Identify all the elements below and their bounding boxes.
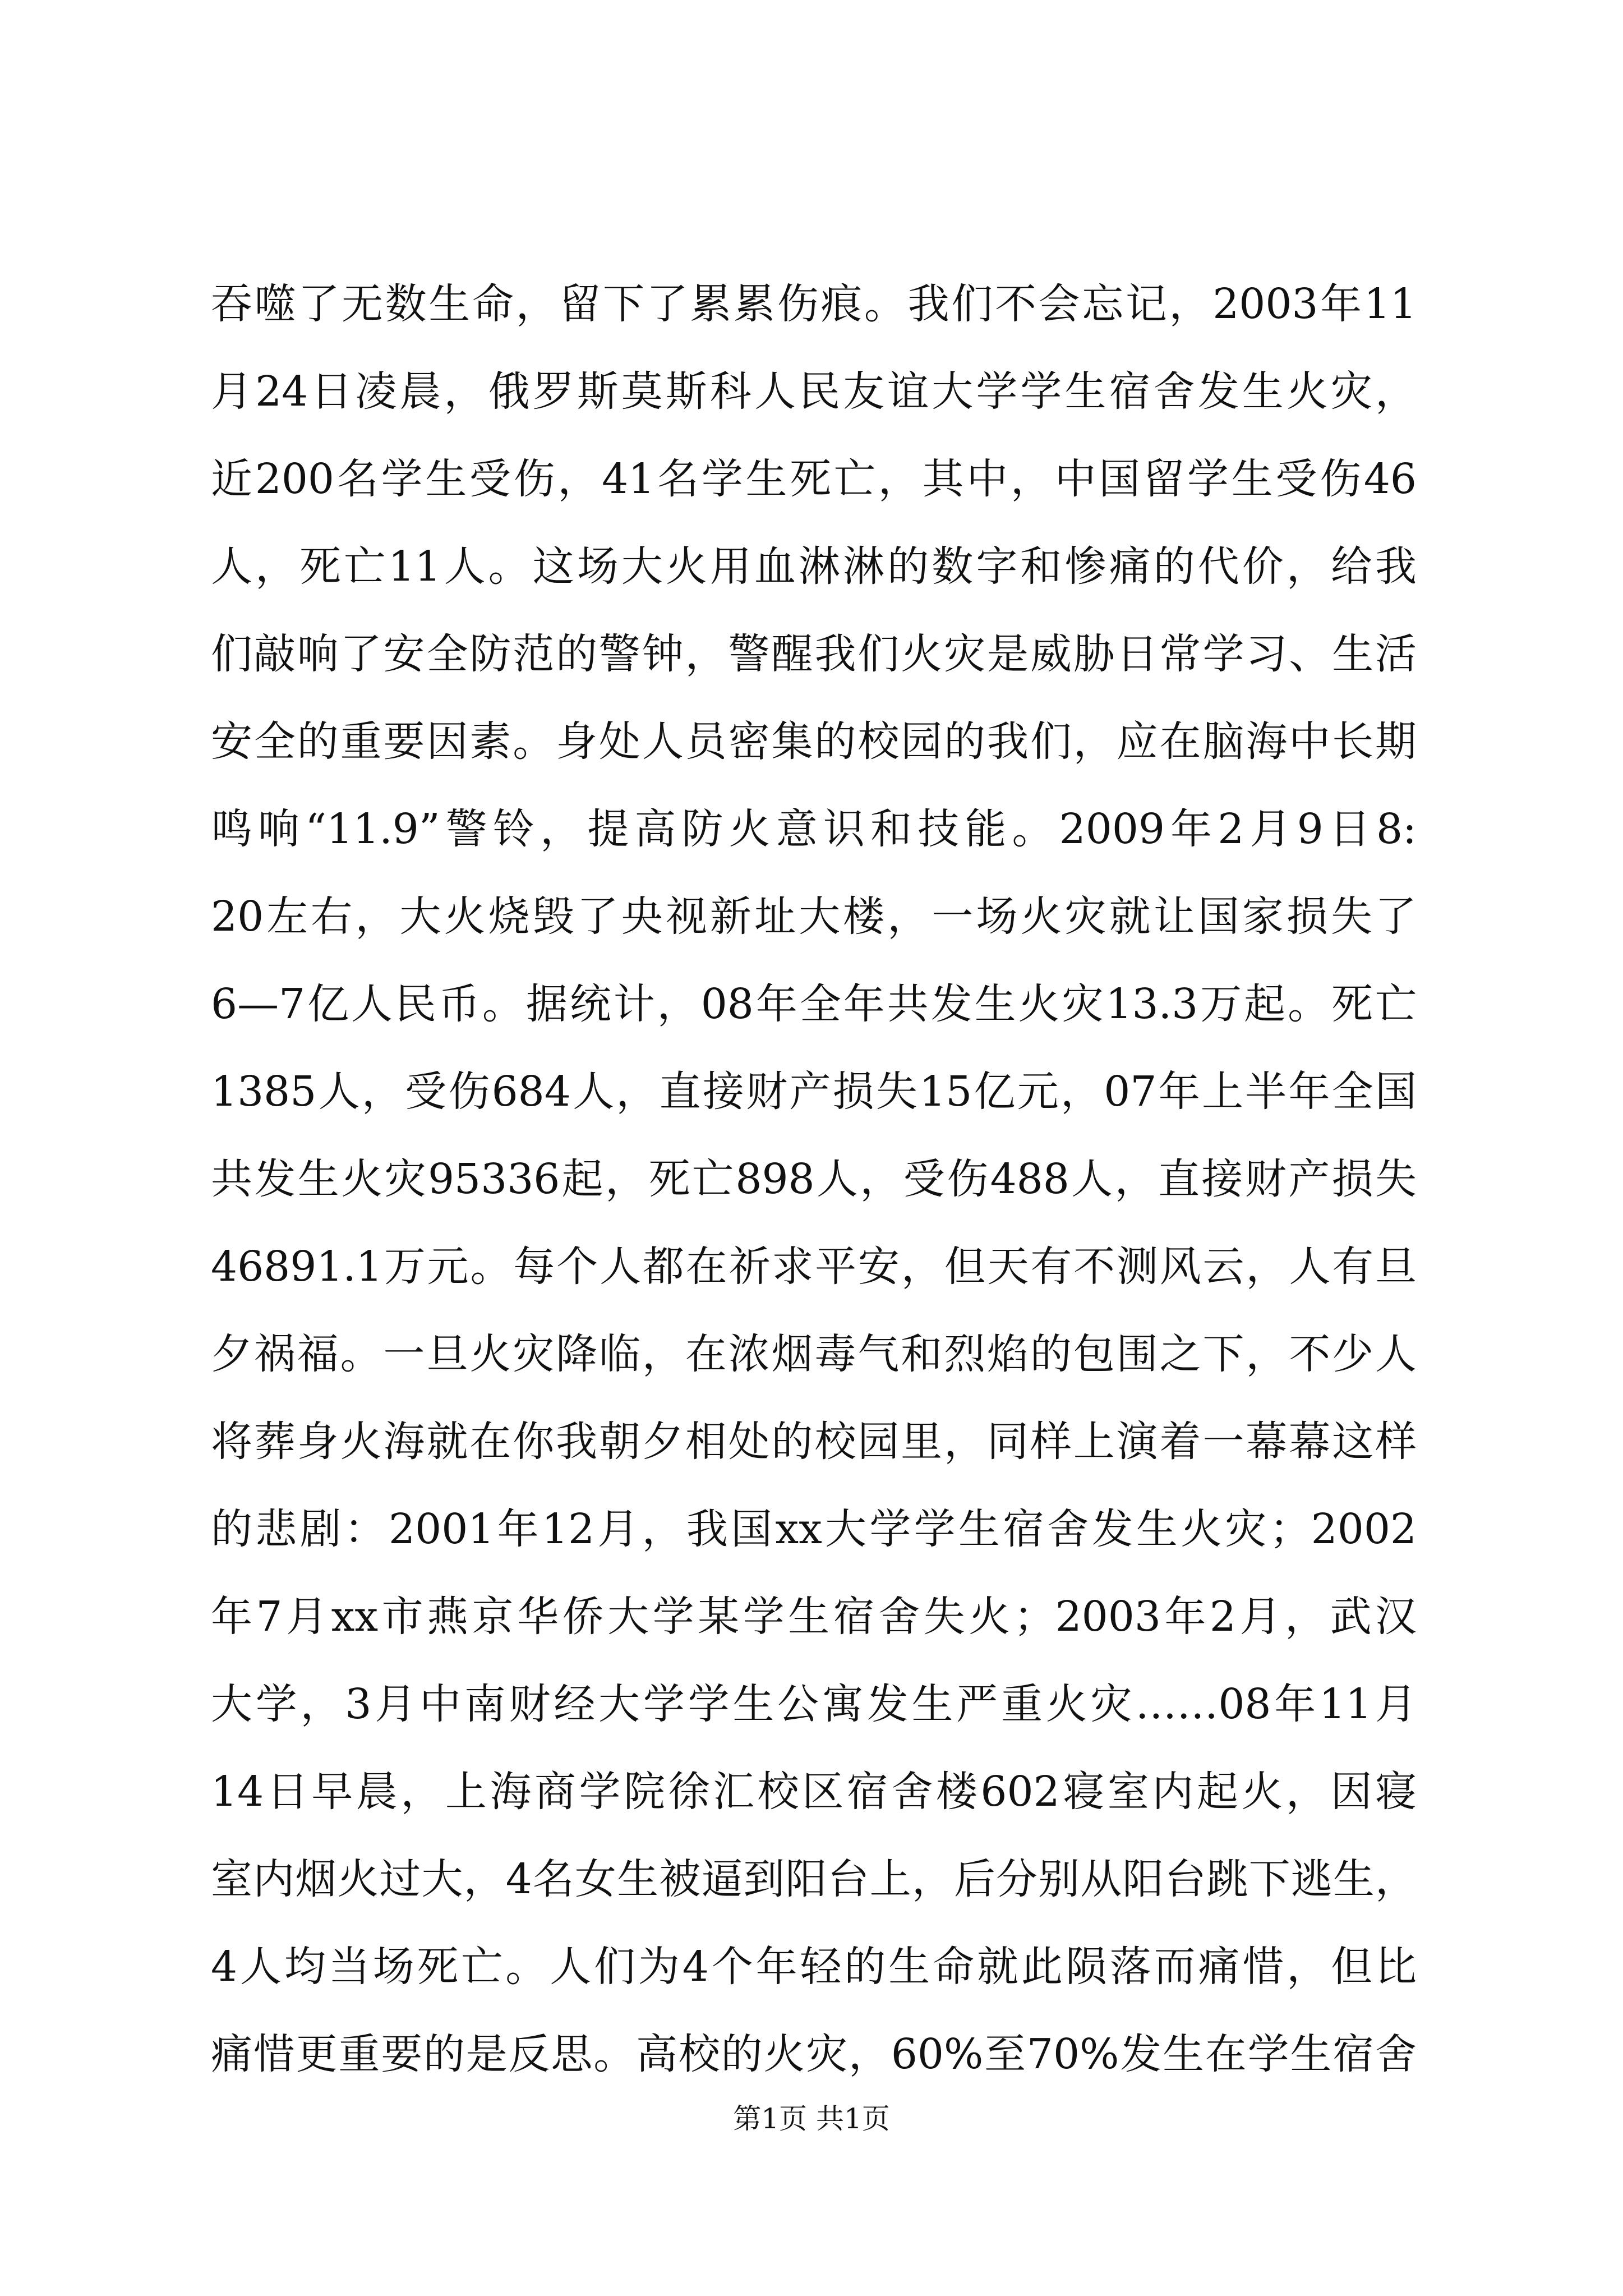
text-line: 人，死亡11人。这场大火用血淋淋的数字和惨痛的代价，给我 bbox=[211, 542, 1417, 591]
text-line: 14日早晨，上海商学院徐汇校区宿舍楼602寝室内起火，因寝 bbox=[211, 1768, 1417, 1816]
text-line: 鸣响“11.9”警铃，提高防火意识和技能。2009年2月9日8: bbox=[211, 805, 1417, 853]
text-line: 共发生火灾95336起，死亡898人，受伤488人，直接财产损失 bbox=[211, 1155, 1417, 1203]
text-line: 月24日凌晨，俄罗斯莫斯科人民友谊大学学生宿舍发生火灾， bbox=[211, 367, 1417, 416]
text-line: 年7月xx市燕京华侨大学某学生宿舍失火；2003年2月，武汉 bbox=[211, 1593, 1417, 1641]
text-line: 痛惜更重要的是反思。高校的火灾，60%至70%发生在学生宿舍 bbox=[211, 2030, 1417, 2078]
text-line: 4人均当场死亡。人们为4个年轻的生命就此陨落而痛惜，但比 bbox=[211, 1943, 1417, 1991]
text-line: 6—7亿人民币。据统计，08年全年共发生火灾13.3万起。死亡 bbox=[211, 980, 1417, 1028]
body-text bbox=[211, 260, 1417, 2098]
text-line: 1385人，受伤684人，直接财产损失15亿元，07年上半年全国 bbox=[211, 1068, 1417, 1116]
text-line: 大学，3月中南财经大学学生公寓发生严重火灾……08年11月 bbox=[211, 1680, 1417, 1728]
text-line: 将葬身火海就在你我朝夕相处的校园里，同样上演着一幕幕这样 bbox=[211, 1418, 1417, 1466]
text-line: 夕祸福。一旦火灾降临，在浓烟毒气和烈焰的包围之下，不少人 bbox=[211, 1330, 1417, 1378]
text-line: 20左右，大火烧毁了央视新址大楼，一场火灾就让国家损失了 bbox=[211, 892, 1417, 941]
text-line: 们敲响了安全防范的警钟，警醒我们火灾是威胁日常学习、生活 bbox=[211, 630, 1417, 678]
text-line: 近200名学生受伤，41名学生死亡，其中，中国留学生受伤46 bbox=[211, 455, 1417, 503]
text-line: 46891.1万元。每个人都在祈求平安，但天有不测风云，人有旦 bbox=[211, 1243, 1417, 1291]
text-line: 安全的重要因素。身处人员密集的校园的我们，应在脑海中长期 bbox=[211, 717, 1417, 766]
text-line: 吞噬了无数生命，留下了累累伤痕。我们不会忘记，2003年11 bbox=[211, 280, 1417, 328]
text-line: 室内烟火过大，4名女生被逼到阳台上，后分别从阳台跳下逃生， bbox=[211, 1855, 1417, 1903]
page-footer: 第1页 共1页 bbox=[733, 2102, 890, 2135]
text-line: 的悲剧：2001年12月，我国xx大学学生宿舍发生火灾；2002 bbox=[211, 1505, 1417, 1553]
